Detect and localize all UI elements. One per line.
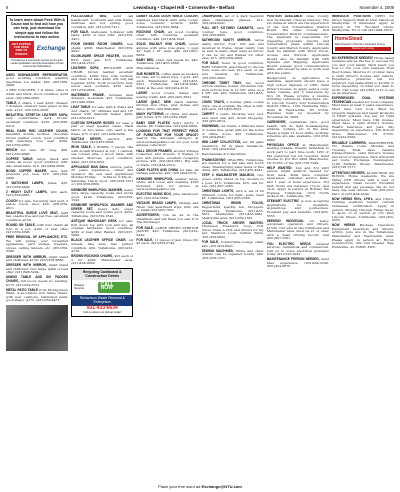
classified-ad-body: Miscellaneous [136,66,160,71]
classified-ad-heading: MINI LAMP COLLECTION, [201,140,242,145]
classified-ad-body: from Montgomery Ward, 4 decorative iron frame chairs, with new cushions, refinished paint, good shape. $175. (931)359-4471. [6,287,69,303]
classified-ad-heading: MANY PATTERNS [136,111,164,116]
classified-ad [71,189,133,203]
classified-ad-body: with counter tops, good condition. (931)359-9962. [201,26,264,38]
classified-ad [6,224,68,235]
classified-ad-body: hurry hurry, 3 sheets, $6. Tullahoma. (931)454-6994. [136,120,199,129]
classified-ad [71,15,133,29]
classified-ad [6,182,68,189]
classified-ad-heading: DINING TABLE AND SIX PADDED CHAIRS, [6,275,69,284]
column-3-ads [136,15,198,246]
classified-ad-body: residential care, good health, will do light housekeeping, errands, cooking, etc. in the area. Needs a night 12 hour shifts, workday schedule are also available. (931)359-0680. [266,120,329,142]
classified-ad [332,198,394,223]
classified-columns [6,15,394,478]
classified-ad [136,130,198,148]
classified-ad-heading: FOR SALE, [71,29,90,34]
classified-ad-body: service, parts. 25 years experience, owner and operator. We sell used appliances! Monday-Friday, 9:30a.m.-5:30p.m., Saturday, 10a.m.-2p.m. (931)359-1551 or (931)359-8880. [71,164,134,187]
classified-ad [202,174,264,188]
classified-ad-heading: SEEKING INDIVIDUAL [266,218,305,223]
classified-ad-body: Home based business will be the key to success for you and your family. We'll teach you how to run your own business from their homes. Must be 21 or older, have a valid driver's license and vehicle. Experience preferred but not required. Can make $500 to $3,000 or more depending on what you want to work. Call today (931)962-1212 to set up an interview. [331,55,395,96]
classified-ad-body: six wheels, like new; also perfect condition, $50. Tullahoma. (931)222-4176. [71,238,134,254]
classified-ad-heading: BROWN ROCKING CHAIRS, [71,254,114,259]
classified-ad-body: Buckeye Operators Equipment Operators and drivers, w/CDL. Jobs are in the Tullahoma, Manchester and Fayetteville area. Please apply in person at: Brown Construction, 202 Old Chester Way, Huntsville, AL 35806. EOE. [331,223,395,249]
page-header [6,3,394,12]
classified-ad-body: vintage and Hiser, tall, apartment style, $20; call or email (931)455-7631. [136,201,199,213]
classified-ad-heading: FREE REMOVAL OF APPLIANCES, ETC. [6,235,69,240]
classified-ad-heading: HELP WANTED: [266,165,293,170]
classified-ad-body: includes liner drawers, bookshelf, $25. Tullahoma. (931)962-0991. [71,92,134,104]
classified-ad [202,113,264,124]
classified-ad [6,74,68,88]
classified-ad [136,31,198,42]
classified-ad [6,264,68,275]
promo-logos [9,41,65,58]
classified-ad-heading: FOUR DINING ROOM CHAIRS, [71,42,124,47]
classified-ad-body: for sale, burgundy and gold, 3 pillow couch, nice, $20. (931)359-4811. [6,198,69,210]
classified-ad-body: light tan, snacks free and pet free, excellent condition, $150. [6,210,69,222]
bench-photo [6,305,68,351]
classified-ad [136,73,198,91]
classified-ad-body: Used, in good condition, BABY TEAPOTS, assortment to choose from, some are new, $12 each, or all, very unusual, $3. Tullahoma. (931)393-2602. [201,61,264,80]
classified-ad-heading: USED DISHWASHER REFRIGERATOR, [6,72,69,77]
classified-ad-heading: BLACK LEATHER OFFICE CHAIR, [71,238,127,243]
classified-ad [6,191,68,198]
classified-ad [136,193,198,200]
classified-ad-body: MANCHESTER, TN. Weekly route, Monday and Tuesday. Must have reliable transportation, valid Driver's license and proof of insurance. Earn $50-$100 per route. Exchange Newspapers, 1100 Sullivan Street, Manchester. (931)728-7577. [331,140,395,170]
classified-ad-heading: CARPET [201,112,215,117]
classified-ad-body: around Vintage Collection and flowers, 6 frames of new 4x6 picture, excellent reception picture, $20. (931)454-5601. Buy sale or trade. (931)454-2510. [136,148,199,167]
classified-ad [6,212,68,223]
column-6 [332,15,394,478]
header-rule [6,12,394,13]
classified-ad-heading: KENMORE WHIRLPOOL WASHER AND DRYER SET, [71,203,134,211]
classified-ad-body: LARGE GREEN STRETCH JACKET, $25. Tullahoma. (931)222-8420. [136,225,199,237]
classified-ad-body: for sale, all vintage patterns, $20. (931)454-2510. [136,167,199,176]
column-2 [71,15,133,478]
classified-ad-heading: CUSTOM SPEAKER BOXES [71,120,115,125]
column-4-ads [202,15,264,260]
classified-ad-heading: LARGE QUILT, NEW [136,99,172,104]
classified-ad-body: all wood rocking chair with cushions, excellent condition, $40. (931)454-6241. [136,29,199,41]
classified-ad-body: electric, $65. Tullahoma. (931)455-0698. [71,136,134,145]
classified-ad-heading: CAREGIVER, [266,120,287,125]
classified-ad-body: large, black and white, all wood, good condition, $30; also small table. $10. (931)698-6699. [6,156,69,168]
classified-ad-body: $20 each. (931)359-9886. [6,189,69,198]
classified-ad-body: White and other brands, can be repaired locally, $60. (931)359-1551. [201,248,264,260]
classified-ad-body: wood covers, lamps and sewing crafts, $40. (931)455-3681. [136,90,199,99]
classified-ad-heading: RELIABLE CARRIERS, [331,140,367,145]
classified-ad-heading: IMMEDIATE POSITIONS [331,15,371,18]
classified-ad-body: under antique with wine rose glass, 1 open 20" high x 18" wide, $60. (931)607-8669. [136,42,199,57]
homestead-tag: Retirement Living [335,47,391,51]
classified-ad-heading: ROCKING CHAIR, [136,29,165,34]
call-now-badge: CALL NOW [98,282,131,293]
classified-ad [202,101,264,112]
classified-ad-heading: NOW HIRING [331,223,356,228]
classified-ad [136,150,198,168]
classified-ad-body: good working condition, washing machines, ice maker, $60. (931)389-2699. [6,76,69,88]
classified-ad [202,15,264,26]
classified-ad [136,59,198,66]
classified-ad [267,77,329,120]
classified-ad-body: Large vanity mirror, 3'x4'. Old was and mounted in frame. Great vanity. Can be sent in many other ways as mirror it can be cut and framed for other uses, $15. (931)359-2809. [201,38,264,61]
classified-ad-body: 11 pieces of jazz, blues CD, $5 each, (931)359-0740. [136,237,199,246]
classified-ad [6,158,68,169]
classified-ad [332,57,394,96]
classified-ad-body: Search the Antiques category at www.exchange4ntu.com for your local antique collection! [136,136,199,148]
classified-ad [6,149,68,156]
classified-ad-heading: APPLIANCE MAN Sales, [71,164,109,169]
classified-ad [136,202,198,213]
classified-ad [6,114,68,128]
classified-ad-heading: FULL/DOUBLE BED, [71,15,108,18]
classified-ad-body: in Manchester, seeking reliable, friendly individual to work part to part time work. LPN or MA preferred but not required. Send resume to: P.O. Box 2009, Manchester, TN 37355, or fax (931)728-7249. [266,142,329,165]
classified-ad [267,243,329,257]
classified-ad-heading: 2 HEAVY DUTY LAMPS, [6,189,48,194]
classified-ad-heading: DANBY GLASS DOOR WINCE COOLER, [136,15,199,18]
classified-ad-heading: THANKSGIVING [201,157,226,162]
column-3 [136,15,198,478]
classified-ad-body: very comfortable, dark brown, excellent condition. $150. (931)698-6214. [6,116,69,128]
classified-ad [71,220,133,238]
classified-ad-heading: CHRISTMAS BROW FOLDS, [201,201,264,206]
classified-ad-body: DEALERS, Tullahoma, are needed for a fall sale and booth ideas, Thanksgiving sales items of fine china, $65. Tullahoma. (931)455-4041. [201,157,264,173]
classified-ad [6,289,68,303]
classified-ad-heading: FOR SALE, [201,61,220,66]
classified-ad [202,159,264,173]
classified-ad-heading: COUCH [6,198,18,203]
classified-ad [136,122,198,129]
classified-ad-heading: COFFEE TABLE, [6,156,34,161]
classified-ad-heading: CHAMPAGNE, [201,15,223,18]
classified-ad [71,43,133,54]
classified-ad-heading: LOCAL TRUCK DRIVER WANTED. [201,220,264,225]
classified-ad-body: $25 each or 2 for $300. Manchester area. (931)454-9069. [71,254,134,266]
classified-ad-heading: BEAUTIFUL STRETCH LEATHER SOFA; [6,112,69,117]
classified-ad-body: mahogany 5-drawer with table, $250 or best offer. (931)359-3421. [71,29,134,41]
classified-ad-body: coffee glass as backers for sale, art to water tops, 1 gold. $25 each. Manchester area. (931)455-6561. Tullahoma. (931)454-5646. Dinky at the end. (931)454-2510. [136,71,199,90]
classified-ad-body: new, $20; pressure pot, new, $10. (931)359-2680. [6,168,69,181]
classified-ad [6,276,68,287]
recycling-ad-title: Recycling Cardboard & Construction Debris [72,269,132,280]
classified-ad [267,200,329,218]
classified-ad-body: for sale. Pull down top with lock and key, all original hardware. Good condition, $300 or best offer. Belfast. (931)227-5696. [71,219,134,238]
classified-ad [136,169,198,176]
column-1 [6,15,68,478]
classified-ad [136,214,198,225]
classified-ad [136,101,198,112]
classified-ad-heading: SUE ROBERTS, [136,71,161,76]
classified-ad [332,97,394,140]
classified-ad-body: $2,000 SIGN ON BONUS. Home weekends. We are hiring OTR drivers with a year of experience. Clean record. Excellent benefit and pay package. We do not have slip seat drivers. Call (931)222-8411 or (931)454-4500. [331,170,395,196]
classified-ad [6,200,68,211]
classified-ad-heading: METAL PATIO TABLE [6,287,38,292]
classified-ad-body: new shells, $300; Manchester (931)359-9952. [71,42,134,54]
recycling-ad-company: Richardson Waste Removal & Enterprises [72,295,132,306]
classified-ad-body: Background in agriculture is desirable. Applicants should have a high school diploma or GED. Valid Driver's license. To apply, send a cover letter, resume, and 3 references by Nov 20. Please provide a resume including references, transcripts, etc. to Lincoln County Soil Conservation District Office, 1109 Huntsville Hwy., Suite B, Fayetteville, TN 37334. Resumes must be received by November 20, 2009. [266,75,329,119]
classified-ad [136,67,198,71]
classified-ad [202,27,264,38]
classified-ad-heading: LEAF TABLE [71,105,91,110]
classified-ad-body: RECLINER AND CHAIR, brown leather excellent condition, $380; blue sofa recliner, and chair for sale, $200; will only sell together, $550. Tooth protectors, new, never used, portable, $250 each. (931)359-0826. [71,66,134,92]
classified-ad-body: 2 years. Stocking very, very new, must sell, $25. Great Shopping. (931)455-6814. [201,112,264,124]
classified-ad [6,256,68,263]
classified-ad-heading: ROUND ON TABLE, [6,223,36,227]
classified-ad [136,239,198,246]
promo-text: To learn more about Peek With A Cause and to find out how you can help, just download the simple app and follow the instructions to take action. [9,18,66,39]
classified-ad-body: red, green, white, faded on top, mounts to a post. $15; Tullahoma. $25, Ask for Lee. (931)607-3293. [201,173,264,189]
column-1-ads [6,74,68,303]
classified-ad [71,67,133,92]
zappas-badge: GET ZAPPAS FOR PEEK OUR TO DONATE [9,41,34,58]
classified-ad-heading: VINTAGE BRASS LAMPS, [136,201,177,206]
recycling-ad-tag: Call us about our pickup today! [83,310,122,315]
column-2-ads [71,15,133,266]
classified-ad-body: heavy duty, large capacity, looks and works good, $190. Tullahoma. (931)359-1542. [71,187,134,203]
classified-ad [202,153,264,157]
classified-ad [71,106,133,120]
classified-ad-heading: BENCH [6,148,18,152]
classified-ad-heading: MAINTENANCE PERSON NEEDED, [266,257,320,262]
homestead-ad [332,34,394,53]
classified-ad-heading: LOOKING FOR THAT PERFECT PIECE OF FURNITURE FOR YOUR SPACE? [136,129,199,137]
classified-ad-body: brass, $35. (931)359-2609. [6,181,69,189]
classified-ad-heading: 2 MATCHING LAMPS, [6,181,44,186]
column-6-ads-lower [332,57,394,249]
classified-ad [6,89,68,100]
classified-ad [202,39,264,60]
classified-ad-body: Comfortable lounge chair, $40. (931)454-8041. [201,240,264,248]
footer-email[interactable]: Exchange@NTU.com [201,484,242,489]
classified-ad-body: 6 chairs, 1 leaf, $225; dresser, 7 drawers, drawers need glued on the side. $125. (931)359-2638. [6,100,69,112]
classified-ad [136,92,198,99]
classified-ad-heading: SOLID WALNUT END CHAIR, [136,42,186,47]
classified-ad-body: stainless and black, mini wine cooler, some cosmetic scratch, $280. Tullahoma. (931)563-8964. [136,17,199,29]
promo-caption: Provided as a community service by the joint market publication and the Association of Free Community Publications [10,58,64,68]
classified-ad-body: night stand and chiffonier, very large, $400 or best offer. (931)698-5294. [6,263,69,275]
classified-ad [6,130,68,148]
classified-ad [71,55,133,66]
classified-ad-body: solid oak headboard, footboard and side frame, mattress and box spring, good condition, $45. (931)359-7411. [71,15,134,29]
classified-ad [332,172,394,197]
classified-ad-body: older, bed needs fix, $40. Tullahoma. (931)455-2868. [136,57,199,66]
classified-ad [267,15,329,75]
classified-ad-heading: BABY SIDE PLATES [136,120,170,125]
classified-ad-heading: ELECTRIC MUSIC BOX, [136,192,172,197]
classified-ad [71,204,133,218]
classified-ad-body: for sale, with 4 chairs and 2nd chairs, 18" ultimate leaf and 18" leaves with lead/ulib heater, $200. (931)359-6212. [71,105,134,120]
classified-ad-heading: ADVERTISERS; [136,213,160,218]
classified-ad-heading: KENMORE WHIRLPOOL WASHER, [71,187,123,192]
classified-ad-heading: HALL DECOR FRAMES, [136,148,173,153]
classified-ad-heading: FULL SET KITCHEN CABINETS, [201,26,255,31]
classified-ad-body: 2 holiday glass cookie trays, one is original, the other is Dirt, $20 each. (931)455-8631. [201,100,264,112]
footer-text: Place your free word ad [158,484,202,489]
classified-ad-heading: PHYSICIAN OFFICE [266,142,299,147]
classified-ad-heading: BABY BED, [136,57,155,62]
homestead-name: HomeStead [334,36,363,43]
classified-ad [332,224,394,249]
classified-ad-heading: LEATHER SOFA, [71,66,100,71]
classified-ad [136,43,198,57]
page-date: November 4, 2009 [359,5,394,10]
classified-ad-heading: SEWING MACHINES, [201,248,234,253]
classified-ad [267,144,329,165]
classified-ad-heading: YOU ELECTRIC NEEDS [266,241,311,246]
classified-ad-body: needed for local company. Must have at least 5 years experience. Must have own tools. Must be properly diagnose and repair all facets of HVAC systems. Top pay for right experience. Must have CPA license. Must have a valid driver's license. Health insurance and paid, Pay depending on experience. 200 Bobcat Drive, Manchester, TN 37355. (931)222-6500. [331,99,395,140]
classified-ad-body: We will pickup your unwanted appliances, yard swings, freezers, stoves, ceiling tanners, etc. (931)359-3390. [6,238,69,254]
classified-ad-body: old brand, 2 different sizes of cookie tins, great gifts for the home or office, wood, $50. Tullahoma. (931)454-8041. [201,124,264,140]
classified-ad-body: Thompson Transport, Loop, CDL driver. Class A CDL and drivers for lay and Stanford Look Catfish Farm. (931)359-6602. [201,224,264,239]
classified-ad [267,121,329,142]
classified-ad-body: and CNA's. Nursing positions require current Tennessee certification. Apply in person. Monday through Friday 9a.m. to 4p.m. or in person at 131 West Lincoln Street, Tullahoma. (931)455-0555. [331,196,395,223]
classified-ad-body: 2nd and 3rd shift person (night auditor) needed for front desk. Must have computer experience, customer service skills, and 1 year of hotel experience. 3rd shift hours are between 11p.m. and 7a.m. Apply in person at Holiday Inn Express, Tullahoma, 1610 North Jackson St., Tullahoma, TN. [266,165,329,199]
classified-ad-heading: LARGE [136,90,148,95]
classified-ad [202,222,264,240]
exchange-logo: Exchange [36,45,66,52]
classified-ad [202,190,264,201]
classified-ad-body: Merchandise & Collectibles [201,152,246,157]
column-5 [267,15,329,478]
classified-ad-heading: REAL DARK RED LEATHER COUCH, [6,128,69,133]
classified-ad [332,15,394,33]
classified-ad-body: with four chairs all four in a pot, $100 or best offer. (931)359-2098. [6,223,69,235]
classified-ad-body: heavy duty, super capacity, looks and works good. $250. Tullahoma. (931)359-1542. [71,206,134,219]
classified-ad [136,227,198,238]
classified-ad-body: night stand and chiffonier, $150. (931)359-9688. [6,254,69,263]
classified-ad [6,102,68,113]
classified-ad-body: OPEN for Direct Support Staff at New Visions in Shelbyville. If interested, apply in person at 701 Woodard Circle, Shelbyville, TN or call (931)684-3310. [331,15,395,33]
classified-ad [267,258,329,269]
classified-ad [267,220,329,241]
classified-ad-body: of china, and glass, jelly forms, $75. (931)359-2698. [136,111,199,120]
classified-ad-heading: CHROME TIDBIT TRAY, [201,80,242,85]
classified-ad-body: run an ad in the classifieds and tell them you saw it in The Exchange! [136,213,199,225]
classified-ad-heading: STEWART ELECTRIC [266,199,300,204]
classified-ad-heading: BEAUTIFUL SUEDE LOVE SEAT, [6,210,59,215]
homestead-sub: Manchester's Premier Assisted Living [334,41,385,46]
classified-ad-heading: ANTIQUE MAHOGANY DESK [71,219,117,224]
classified-ad [202,202,264,220]
classified-ad-heading: KENMORE WHIRLPOOL [136,176,174,181]
classified-ad-body: 20,000 BTU, used gas, $75. Tullahoma. (931)454-2512. [71,54,134,66]
classified-ad [71,239,133,253]
classified-ad-body: black leather, kitchen size chips, plus doilies and fancy, $650. (931)698-4961. [136,99,199,111]
classified-ad-body: set, 80 glass insulators, 60 in glass insulators, $200. (931)454-8264. [201,140,264,152]
classified-ad [202,125,264,139]
classified-ad-body: for heavy equipment operators and drivers. $13/hr. Our jobs in the Tullahoma and Manchester area, must be 21 or older with a clean driving record. Call (931)607-3301. [266,218,329,241]
recycling-ad-middle [72,280,132,295]
classified-ad-heading: NOW HIRING RN's, LPN's, [331,196,374,201]
classified-ad [202,62,264,80]
classified-ad [71,94,133,105]
classified-ad-heading: GLOW-WARE SPACE HEATER, [71,54,120,59]
classified-ad [71,255,133,266]
page-footer [0,484,400,489]
recycling-ad-phone: 931-433-6634 [86,304,118,311]
classified-ad [71,31,133,42]
page-title: Lewisburg • Chapel Hill • Cornersville • Belfast [133,5,235,10]
recycling-ad-sub: Weekly Service [74,282,85,291]
classified-ad-body: Peppermint, sparkly, fun, Shoppers, Ornaments, Tullahoma. (931)455-8631. Shelbyville. (931)455-9941. Shelbyville area. (931)359-1561. [201,204,264,220]
classified-ad [6,170,68,181]
classified-ad-body: with a, set of 20 different colors for light, some need $8. Tullahoma. (931)455-2260. [201,189,264,201]
classified-ad-body: washer, large, white, with cover, and cleaning, $190 included, $10; for photos at www.exchange4ntu.com [136,176,199,192]
column-5-ads [267,15,329,269]
classified-ad-body: for sale, a pair of used speaker cases, black fabric on two sides, only used a few times, $75 or $25. (931)454-6264. [71,120,134,136]
classified-ad-body: must have experience. (931)454-2240. (931)454-9870. [266,257,329,269]
classified-ad-heading: EXPERIENCED DUAL SYSTEMS TECHNICIAN [331,96,395,104]
classified-ad [71,138,133,145]
classified-ad-body: Giles County Soil Technician Clerical Director. The job duties at which are the supervision of the Soil Conservation District Board. The Giles County Soil Conservation District Commissioners. The applicant is responsible for preparing proposals, reports, and conservation plans within Lincoln County and Marion County. Applicants must be familiar with Word, Excel, Access, and Outlook. Applicants should also be familiar with GPS Systems and Mapping. Applicants should possess good communication skills, and should be able to work well with the public. [266,15,329,75]
classified-ad [202,250,264,261]
column-6-ads [332,15,394,33]
classified-ad [71,166,133,187]
classified-ad-heading: NO EXPERIENCE NEEDED! [331,55,373,60]
classified-ad-heading: SNOWMAN, [201,124,220,129]
classified-ad [202,82,264,100]
classified-ad-heading: CAKE PLATES AND CHINA [136,167,179,172]
peek-promo-box [6,15,68,71]
classified-ad-heading: TABLE, [6,100,18,105]
page-number: 6 [6,5,9,10]
classified-ad-body: General services, residential and commercial. Call us to solve electrical problems today. (931)222-9241. [266,241,329,257]
classified-ad [71,122,133,136]
classified-ad [136,15,198,29]
classified-ad-heading: ATTENTION DRIVERS, [331,170,366,175]
classified-ad [202,141,264,152]
classified-ad-body: set of 4 dark beautiful glass champagne glasses, $12. (931)454-6241. [201,15,264,26]
classified-ad-heading: POSITION AVAILABLE: [266,15,304,18]
classified-ad [202,241,264,248]
classified-ad-heading: FOR SALE, [201,240,220,245]
classified-ad [332,142,394,170]
classified-ad [136,178,198,192]
classified-ad-body: is now accepting applications for installers, apprentices, and journeymen. Excellent pay and benefits. (931)455-5555. [266,199,329,218]
classified-ad-heading: WATERBED FRAME, [71,92,105,97]
classified-ad-heading: DRESSER WITH MIRROR, [6,263,47,268]
classified-ad-heading: BOON COFFEE MAKER, [6,168,48,173]
classified-ad-body: 3 ROSES, 7 pieces, like with dowall drawers at top, 1 cabinet, sea colored pine, 1 wood, table, with stacked Monroes, good condition, $400. (931)359-9031. [71,145,134,164]
classified-ad-heading: FOR SALE, [136,225,154,230]
recycling-ad [71,268,133,317]
classified-ad [71,146,133,164]
classified-ad-body: pine, hardwood, $65. (931)359-5680. [136,192,199,200]
classified-ad-heading: FOR SALE, [136,237,154,242]
column-4 [202,15,264,478]
classified-ad [136,113,198,120]
classified-ad-heading: DRESSER WITH MIRROR, [6,254,47,259]
classified-ad-heading: IRON TABLE, [71,145,92,150]
classified-ad-body: for sale, 36" long. $60. (931)359-9698. [6,148,69,156]
classified-ad [267,167,329,199]
classified-ad-heading: COMIC TRAYS, [201,100,225,104]
classified-ad-body: two wood bottom shelves, holder chromium rail, from bottom tray is 12 5/8" wide on a 4 5/8" tall, $20. Tullahoma. (931)455-6994. [201,80,264,99]
classified-ad-body: beautiful double recliner, chocolate brown leather couch, good condition with matching love seat. $500. (931)359-2660. [6,132,69,147]
classified-ad-body: full wood, needs no sanding, $175. (931)359-6701. [6,279,69,287]
classified-ad-heading: CHRISTMAS LIGHTS, [201,189,235,194]
classified-ad-heading: STEP 2 MAILMASTER MAILBOX, [201,173,255,178]
classified-ad-body: 2 RED COUCHES, 1 is white, other is white and black. Good condition. $150 each. (931)389-2695. [6,88,69,100]
classified-ad [6,236,68,254]
classified-ad-heading: BATHROOM VANITY MIRROR, [201,38,252,43]
classified-ad-heading: MATTAG DRYER, [71,136,102,141]
